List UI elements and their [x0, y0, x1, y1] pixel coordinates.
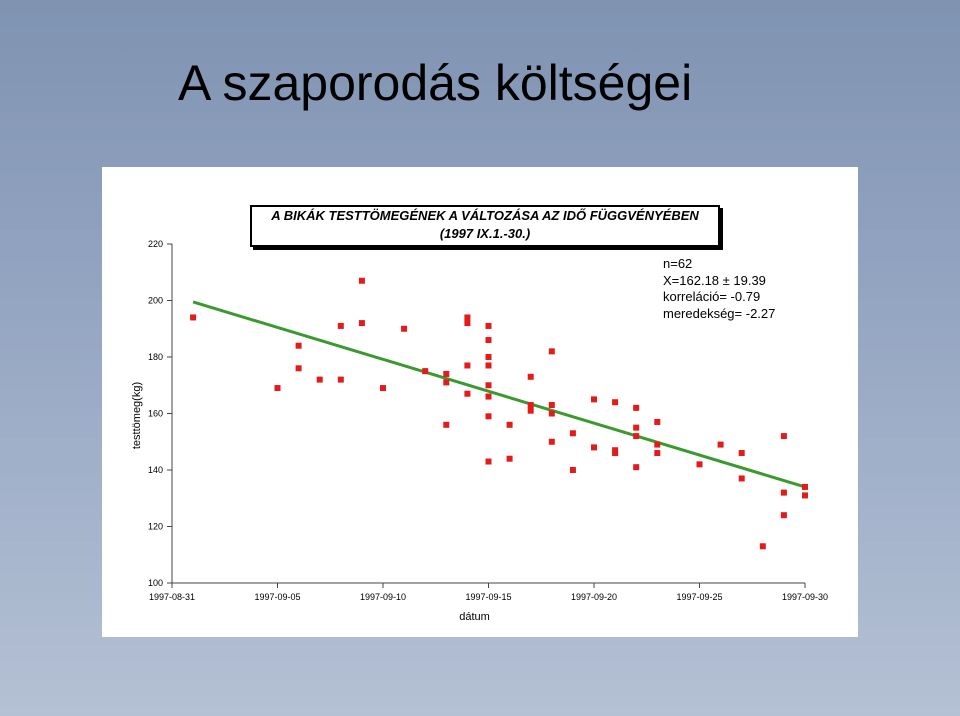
data-point	[486, 323, 492, 329]
data-point	[338, 323, 344, 329]
data-point	[781, 490, 787, 496]
data-point	[654, 450, 660, 456]
data-point	[781, 433, 787, 439]
data-point	[528, 374, 534, 380]
x-tick-label: 1997-08-31	[148, 592, 196, 602]
data-point	[718, 442, 724, 448]
trendline	[193, 302, 805, 487]
data-point	[486, 382, 492, 388]
data-point	[802, 492, 808, 498]
x-tick-label: 1997-09-30	[781, 592, 829, 602]
y-tick-label: 160	[147, 408, 163, 419]
data-point	[464, 391, 470, 397]
data-point	[486, 459, 492, 465]
data-point	[443, 371, 449, 377]
stat-slope: meredekség= -2.27	[663, 305, 776, 321]
data-point	[296, 365, 302, 371]
data-point	[633, 433, 639, 439]
data-point	[633, 464, 639, 470]
data-point	[359, 320, 365, 326]
data-point	[739, 450, 745, 456]
x-axis-label: dátum	[459, 611, 490, 623]
x-tick-label: 1997-09-05	[254, 592, 301, 602]
data-point	[654, 442, 660, 448]
chart-panel	[102, 167, 858, 637]
data-point	[464, 320, 470, 326]
data-point	[633, 425, 639, 431]
data-point	[486, 394, 492, 400]
data-point	[549, 402, 555, 408]
stat-correlation: korreláció= -0.79	[663, 289, 761, 304]
data-point	[781, 512, 787, 518]
chart-subtitle-line: (1997 IX.1.-30.)	[439, 226, 531, 241]
data-point	[486, 354, 492, 360]
data-point	[739, 475, 745, 481]
data-point	[633, 405, 639, 411]
data-point	[760, 543, 766, 549]
y-axis-label: testtömeg(kg)	[131, 381, 143, 450]
data-point	[464, 362, 470, 368]
data-point	[443, 422, 449, 428]
data-point	[338, 377, 344, 383]
x-tick-label: 1997-09-25	[676, 592, 723, 602]
data-point	[486, 362, 492, 368]
chart-title-box	[250, 205, 720, 247]
data-point	[443, 379, 449, 385]
y-tick-label: 200	[147, 295, 163, 306]
data-point	[486, 337, 492, 343]
data-point	[507, 456, 513, 462]
data-point	[464, 314, 470, 320]
statistics-annotation	[663, 256, 775, 322]
slide-title: A szaporodás költségei	[178, 55, 693, 111]
data-point	[359, 278, 365, 284]
data-point	[570, 430, 576, 436]
data-point	[528, 402, 534, 408]
data-point	[296, 343, 302, 349]
stat-mean: X=162.18 ± 19.39	[663, 272, 766, 288]
data-point	[528, 408, 534, 414]
y-tick-label: 140	[147, 465, 163, 475]
chart-title-line: A BIKÁK TESTTÖMEGÉNEK A VÁLTOZÁSA AZ IDŐ FÜGGVÉNYÉBEN	[271, 208, 699, 223]
data-point	[802, 484, 808, 490]
y-tick-label: 120	[147, 521, 163, 532]
data-point	[401, 326, 407, 332]
data-point	[697, 461, 703, 467]
data-point	[275, 385, 281, 391]
data-point	[612, 450, 618, 456]
data-point	[570, 467, 576, 473]
data-point	[422, 368, 428, 374]
data-point	[591, 396, 597, 402]
trendline-group	[193, 302, 805, 487]
data-point	[190, 314, 196, 320]
data-point	[549, 439, 555, 445]
data-point	[486, 413, 492, 419]
stat-n: n=62	[663, 256, 693, 271]
y-tick-label: 100	[147, 578, 163, 588]
x-tick-label: 1997-09-20	[570, 592, 618, 602]
y-tick-label: 180	[147, 352, 163, 362]
data-point	[317, 377, 323, 383]
data-point	[549, 411, 555, 417]
data-point	[591, 444, 597, 450]
data-point	[612, 399, 618, 405]
data-point	[654, 419, 660, 425]
data-point	[507, 422, 513, 428]
data-point	[549, 348, 555, 354]
x-tick-label: 1997-09-15	[465, 592, 512, 602]
x-tick-label: 1997-09-10	[359, 592, 407, 602]
y-tick-label: 220	[147, 239, 163, 249]
data-point	[380, 385, 386, 391]
